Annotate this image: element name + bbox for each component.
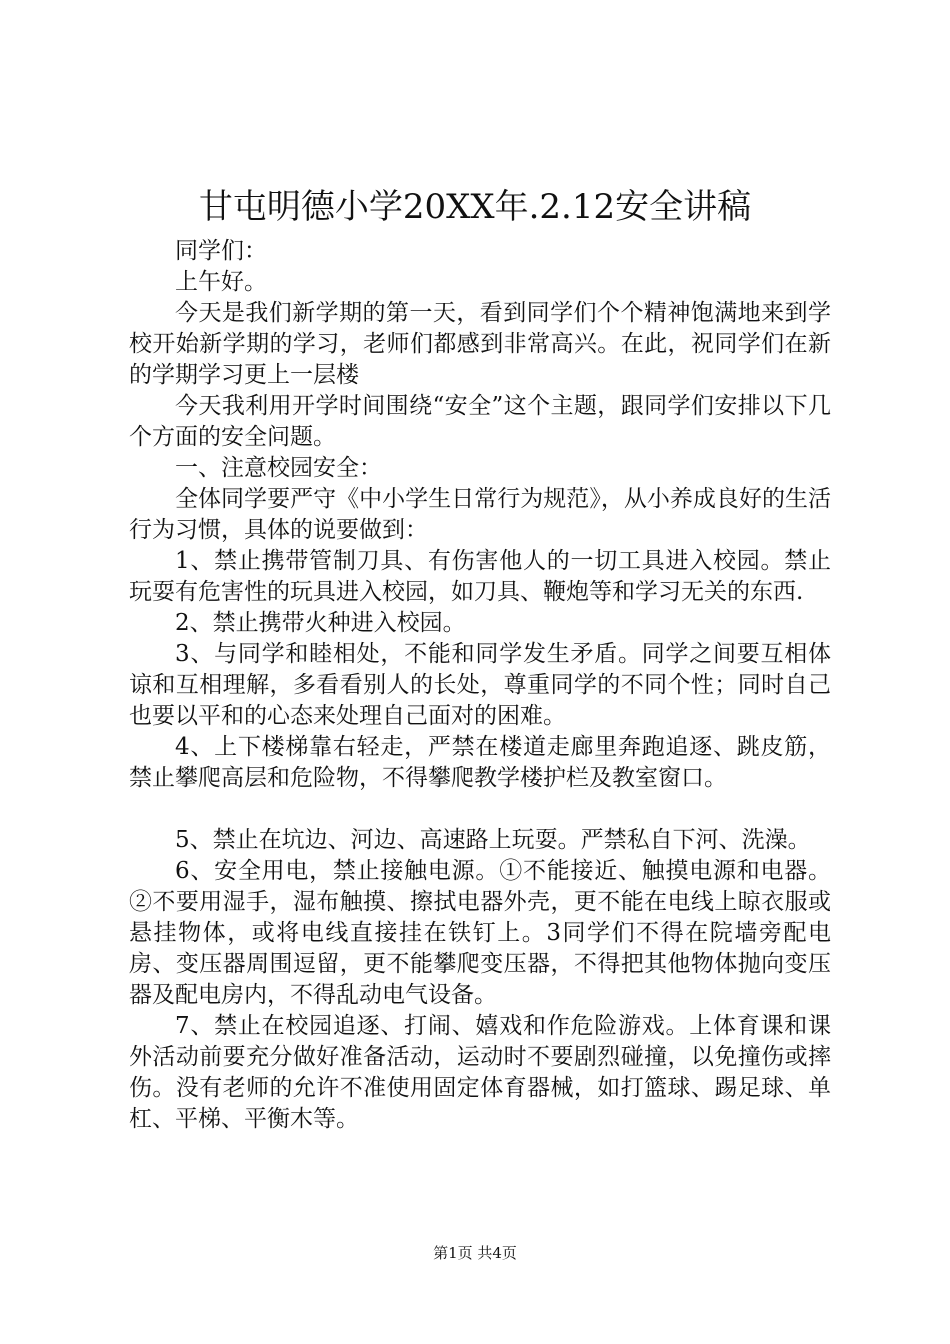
- paragraph-greeting: 同学们：: [175, 238, 267, 264]
- paragraph-rules-intro: 全体同学要严守《中小学生日常行为规范》，从小养成良好的生活行为习惯，具体的说要做到：: [129, 486, 831, 543]
- rule-item-2: 2、禁止携带火种进入校园。: [175, 610, 466, 636]
- document-body: [129, 236, 831, 1135]
- rule-item-5: 5、禁止在坑边、河边、高速路上玩耍。严禁私自下河、洗澡。: [175, 827, 811, 853]
- paragraph-salutation: 上午好。: [175, 269, 267, 295]
- rule-item-4: 4、上下楼梯靠右轻走，严禁在楼道走廊里奔跑追逐、跳皮筋，禁止攀爬高层和危险物，不得攀爬教学楼护栏及教室窗口。: [129, 734, 831, 791]
- paragraph-theme: 今天我利用开学时间围绕“安全”这个主题，跟同学们安排以下几个方面的安全问题。: [129, 393, 831, 450]
- rule-item-1: 1、禁止携带管制刀具、有伤害他人的一切工具进入校园。禁止玩耍有危害性的玩具进入校园，如刀具、鞭炮等和学习无关的东西.: [129, 548, 831, 605]
- paragraph-intro: 今天是我们新学期的第一天，看到同学们个个精神饱满地来到学校开始新学期的学习，老师们都感到非常高兴。在此，祝同学们在新的学期学习更上一层楼: [129, 300, 831, 388]
- section-heading-campus-safety: 一、注意校园安全：: [175, 455, 382, 481]
- rule-item-6: 6、安全用电，禁止接触电源。①不能接近、触摸电源和电器。②不要用湿手，湿布触摸、擦拭电器外壳，更不能在电线上晾衣服或悬挂物体，或将电线直接挂在铁钉上。3同学们不得在院墙旁配电房、变压器周围逗留，更不能攀爬变压器，不得把其他物体抛向变压器及配电房内，不得乱动电气设备。: [129, 858, 831, 1008]
- rule-item-7: 7、禁止在校园追逐、打闹、嬉戏和作危险游戏。上体育课和课外活动前要充分做好准备活动，运动时不要剧烈碰撞，以免撞伤或摔伤。没有老师的允许不准使用固定体育器械，如打篮球、踢足球、单杠、平梯、平衡木等。: [129, 1013, 831, 1132]
- rule-item-3: 3、与同学和睦相处，不能和同学发生矛盾。同学之间要互相体谅和互相理解，多看看别人的长处，尊重同学的不同个性；同时自己也要以平和的心态来处理自己面对的困难。: [129, 641, 831, 729]
- document-title: 甘屯明德小学20XX年.2.12安全讲稿: [198, 187, 752, 227]
- page-footer: 第1页 共4页: [433, 1244, 517, 1262]
